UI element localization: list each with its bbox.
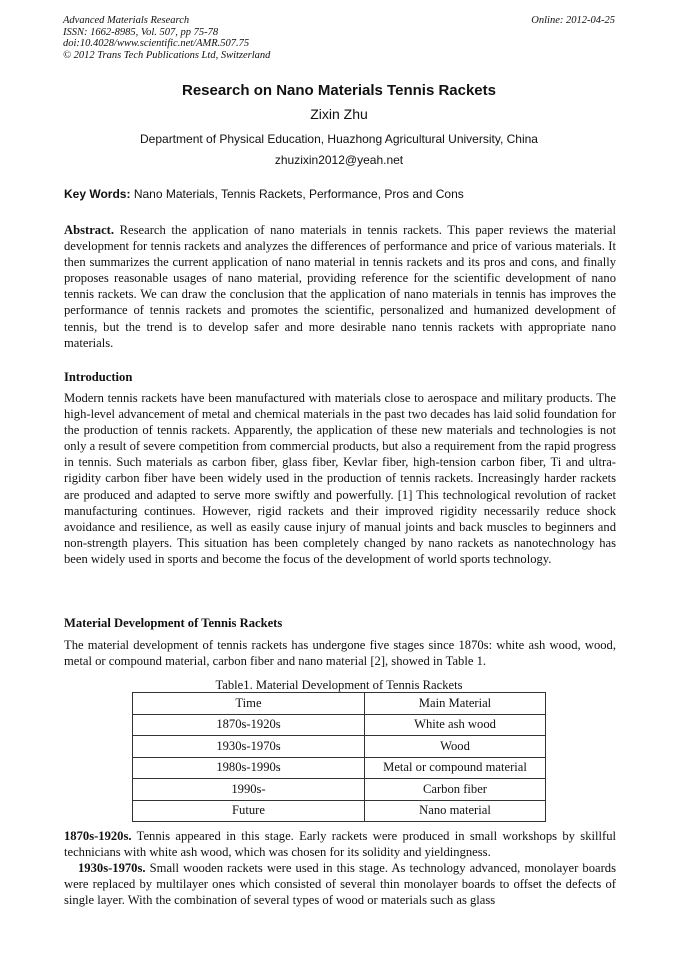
table-row: [133, 714, 546, 736]
table-cell-time: 1930s-1970s: [133, 736, 365, 758]
table-cell-material: Carbon fiber: [365, 779, 546, 801]
keywords-label: Key Words:: [64, 187, 131, 201]
stage-1870s-1920s-paragraph: [64, 828, 616, 860]
introduction-heading: Introduction: [64, 370, 133, 384]
table-row: [133, 779, 546, 801]
stage-1870s-1920s-text: Tennis appeared in this stage. Early rackets were produced in small workshops by skillful technicians with white ash wood, which was chosen for its solidity and yieldingness.: [64, 829, 616, 860]
stage-1930s-1970s-label: 1930s-1970s.: [78, 861, 146, 875]
table-header-material: Main Material: [365, 693, 546, 715]
abstract-label: Abstract.: [64, 223, 115, 237]
author-affiliation: Department of Physical Education, Huazhong Agricultural University, China: [140, 132, 538, 146]
table-caption: Table1. Material Development of Tennis Rackets: [215, 678, 463, 692]
table-cell-material: Nano material: [365, 800, 546, 822]
table-cell-time: Future: [133, 800, 365, 822]
stage-1930s-1970s-text: Small wooden rackets were used in this stage. As technology advanced, monolayer boards were replaced by multilayer ones which consisted of several thin monolayer boards to offset the defects of single layer. With the combination of several types of wood or materials such as glass: [64, 861, 616, 908]
issn-line: ISSN: 1662-8985, Vol. 507, pp 75-78: [63, 26, 219, 38]
material-development-heading: Material Development of Tennis Rackets: [64, 616, 283, 630]
table-cell-time: 1990s-: [133, 779, 365, 801]
doi-line: doi:10.4028/www.scientific.net/AMR.507.75: [63, 38, 250, 49]
table-cell-time: 1870s-1920s: [133, 714, 365, 736]
table-row: [133, 800, 546, 822]
copyright-line: © 2012 Trans Tech Publications Ltd, Switzerland: [63, 49, 271, 61]
table-row: [133, 757, 546, 779]
author-name: Zixin Zhu: [310, 106, 368, 122]
stage-1930s-1970s-paragraph: [64, 860, 616, 908]
keywords-text: Nano Materials, Tennis Rackets, Performance, Pros and Cons: [133, 187, 464, 201]
table-header-time: Time: [133, 693, 365, 715]
table-cell-time: 1980s-1990s: [133, 757, 365, 779]
table-row: [133, 736, 546, 758]
table-cell-material: Metal or compound material: [365, 757, 546, 779]
keywords: [64, 187, 616, 201]
journal-header: [63, 15, 615, 61]
online-date: Online: 2012-04-25: [531, 15, 615, 26]
abstract-text: Research the application of nano materials in tennis rackets. This paper reviews the material development for tennis rackets and analyzes the differences of performance and price of various materials. It then summarizes the current application of nano material in tennis rackets and its pros and cons, and finally proposes reasonable usages of nano material, providing reference for the scientific development of nano tennis rackets. We can draw the conclusion that the application of nano materials in tennis has improves the performance of tennis rackets and promotes the scientific, personalized and humanized development of tennis, but the trend is to develop safer and more desirable nano tennis rackets with appropriate nano materials.: [64, 223, 616, 350]
stage-1870s-1920s-label: 1870s-1920s.: [64, 829, 132, 843]
abstract: [64, 222, 616, 351]
table-header-row: [133, 693, 546, 715]
introduction-paragraph: Modern tennis rackets have been manufactured with materials close to aerospace and military products. The high-level advancement of metal and chemical materials in the past two decades has laid solid foundation for the production of tennis rackets. Apparently, the application of these new materials and technologies is not only a result of severe competition from commercial products, but also a requirement from the rapid progress in tennis. Such materials as carbon fiber, glass fiber, Kevlar fiber, high-tension carbon fiber, Ti and ultra-rigidity carbon fiber have been widely used in the production of tennis rackets. Increasingly harder rackets are produced and adapted to serve more swiftly and powerfully. [1] This technological revolution of racket manufacturing continues. However, rigid rackets and their improved rigidity necessarily reduce shock avoidance and resilience, as well as easily cause injury of manual joints and back muscles to beginners and non-strength players. This situation has been completely changed by nano rackets as nanotechnology has been widely used in sports and become the focus of the development of world sports technology.: [64, 391, 616, 566]
author-email: zhuzixin2012@yeah.net: [274, 153, 404, 167]
journal-name: Advanced Materials Research: [63, 15, 190, 26]
table-cell-material: Wood: [365, 736, 546, 758]
material-development-table: [132, 692, 546, 822]
material-development-paragraph: The material development of tennis rackets has undergone five stages since 1870s: white ash wood, wood, metal or compound material, carbon fiber and nano material [2], showed in Table 1.: [64, 638, 616, 669]
paper-title: Research on Nano Materials Tennis Rackets: [181, 82, 496, 99]
table-cell-material: White ash wood: [365, 714, 546, 736]
